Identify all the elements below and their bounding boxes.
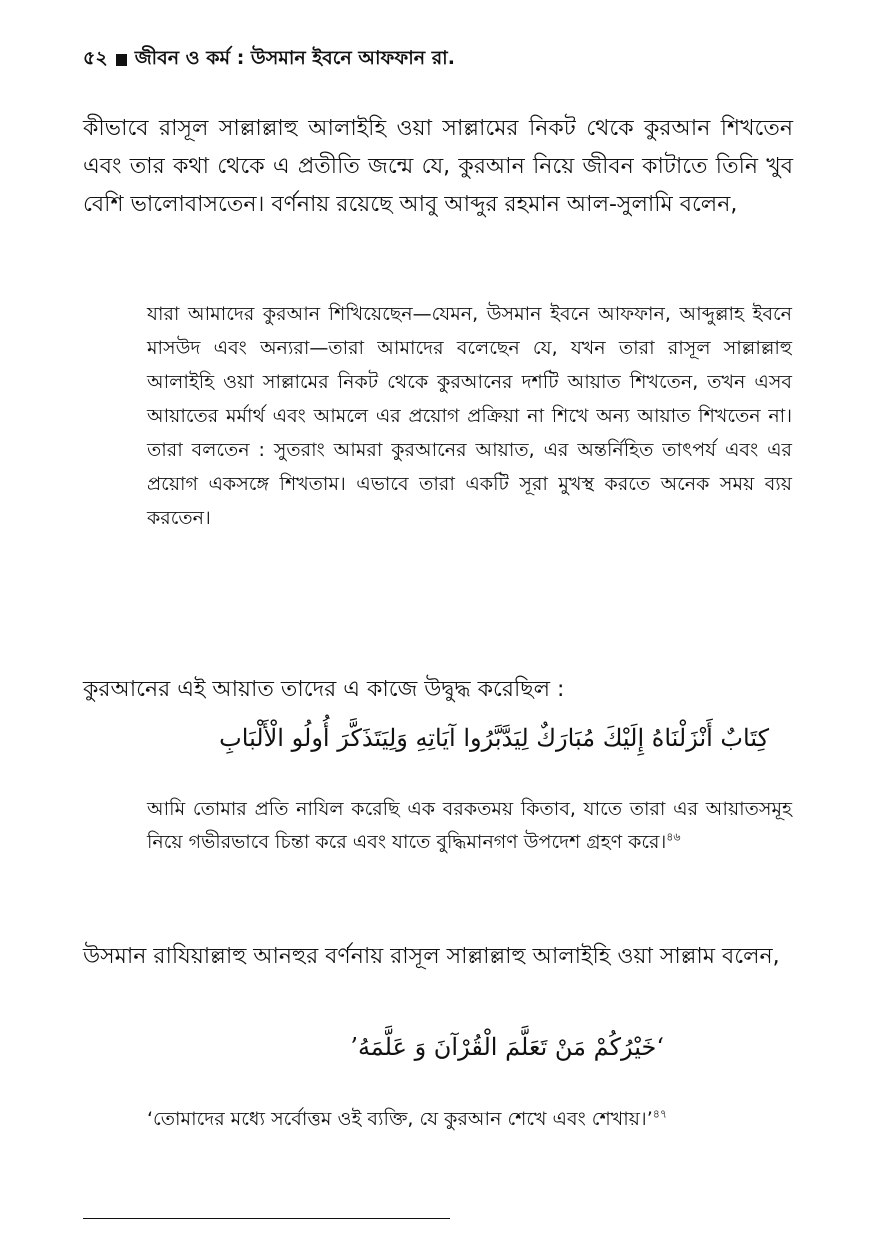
arabic-verse: كِتَابٌ أَنْزَلْنَاهُ إِلَيْكَ مُبَارَكٌ لِيَدَّبَّرُوا آيَاتِهِ وَلِيَتَذَكَّرَ أُولُو الْأَلْبَابِ [219,724,769,752]
paragraph-intro: কীভাবে রাসূল সাল্লাল্লাহু আলাইহি ওয়া সাল্লামের নিকট থেকে কুরআন শিখতেন এবং তার কথা থেকে এ প্রতীতি জন্মে যে, কুরআন নিয়ে জীবন কাটাতে তিনি খুব বেশি ভালোবাসতেন। বর্ণনায় রয়েছে আবু আব্দুর রহমান আল-সুলামি বলেন, [83,116,793,217]
verse-translation-text: আমি তোমার প্রতি নাযিল করেছি এক বরকতময় কিতাব, যাতে তারা এর আয়াতসমূহ নিয়ে গভীরভাবে চিন্তা করে এবং যাতে বুদ্ধিমানগণ উপদেশ গ্রহণ করে। [147,798,792,853]
block-quote-sulami: যারা আমাদের কুরআন শিখিয়েছেন—যেমন, উসমান ইবনে আফফান, আব্দুল্লাহ ইবনে মাসউদ এবং অন্যরা—তারা আমাদের বলেছেন যে, যখন তারা রাসূল সাল্লাল্লাহু আলাইহি ওয়া সাল্লামের নিকট থেকে কুরআনের দশটি আয়াত শিখতেন, তখন এসব আয়াতের মর্মার্থ এবং আমলে এর প্রয়োগ প্রক্রিয়া না শিখে অন্য আয়াত শিখতেন না। তারা বলতেন : সুতরাং আমরা কুরআনের আয়াত, এর অন্তর্নিহিত তাৎপর্য এবং এর প্রয়োগ একসঙ্গে শিখতাম। এভাবে তারা একটি সূরা মুখস্থ করতে অনেক সময় ব্যয় করতেন। [147,303,792,529]
paragraph-hadith-intro: উসমান রাযিয়াল্লাহু আনহুর বর্ণনায় রাসূল সাল্লাল্লাহু আলাইহি ওয়া সাল্লাম বলেন, [83,944,780,969]
hadith-translation [147,1103,792,1136]
page-number: ৫২ [83,47,108,69]
arabic-hadith: ‘خَيْرُكُمْ مَنْ تَعَلَّمَ الْقُرْآنَ وَ عَلَّمَهُ’ [350,1033,664,1061]
verse-translation [147,793,792,859]
footnote-ref-47: ৪৭ [652,1107,668,1121]
square-bullet-icon [116,54,127,66]
running-header [83,44,455,76]
hadith-translation-text: ‘তোমাদের মধ্যে সর্বোত্তম ওই ব্যক্তি, যে কুরআন শেখে এবং শেখায়।’ [147,1108,653,1130]
footnote-ref-46: ৪৬ [666,830,681,844]
paragraph-verse-intro: কুরআনের এই আয়াত তাদের এ কাজে উদ্বুদ্ধ করেছিল : [83,677,565,702]
running-title: জীবন ও কর্ম : উসমান ইবনে আফফান রা. [134,47,455,69]
footnote-divider [83,1218,450,1219]
